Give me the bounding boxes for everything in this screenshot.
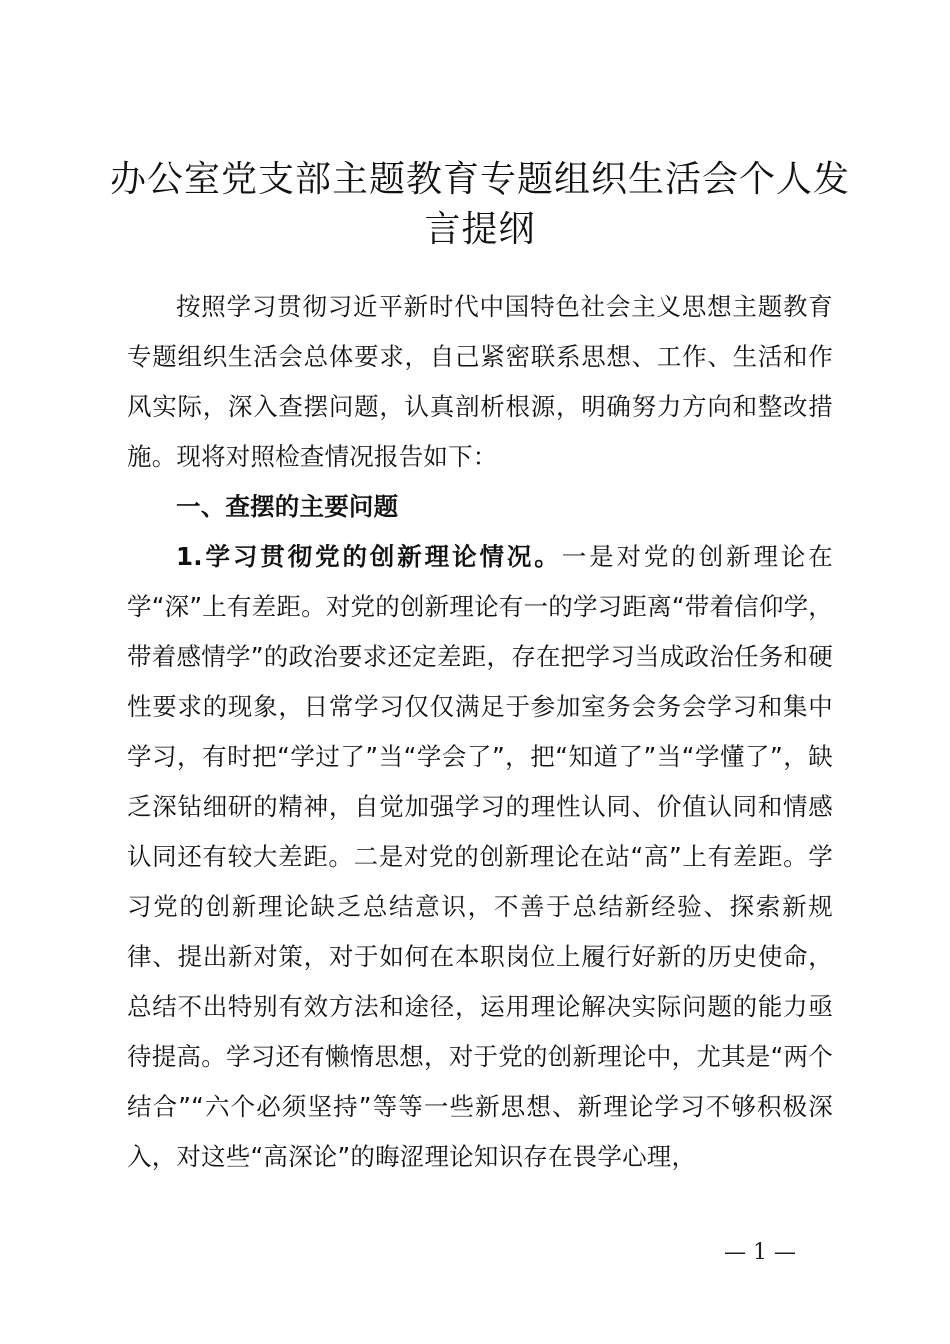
item-1-paragraph xyxy=(127,532,833,1182)
item-1-title: 1.学习贯彻党的创新理论情况。 xyxy=(176,542,562,571)
page-number: — 1 — xyxy=(724,1240,796,1265)
item-1-body: 一是对党的创新理论在学“深”上有差距。对党的创新理论有一的学习距离“带着信仰学，带着感情学”的政治要求还定差距，存在把学习当成政治任务和硬性要求的现象，日常学习仅仅满足于参加室务会务会学习和集中学习，有时把“学过了”当“学会了”，把“知道了”当“学懂了”，缺乏深钻细研的精神，自觉加强学习的理性认同、价值认同和情感认同还有较大差距。二是对党的创新理论在站“高”上有差距。学习党的创新理论缺乏总结意识，不善于总结新经验、探索新规律、提出新对策，对于如何在本职岗位上履行好新的历史使命，总结不出特别有效方法和途径，运用理论解决实际问题的能力亟待提高。学习还有懒惰思想，对于党的创新理论中，尤其是“两个结合”“六个必须坚持”等等一些新思想、新理论学习不够积极深入，对这些“高深论”的晦涩理论知识存在畏学心理， xyxy=(127,542,834,1171)
document-title: 办公室党支部主题教育专题组织生活会个人发言提纲 xyxy=(109,159,850,250)
intro-paragraph: 按照学习贯彻习近平新时代中国特色社会主义思想主题教育专题组织生活会总体要求，自己紧密联系思想、工作、生活和作风实际，深入查摆问题，认真剖析根源，明确努力方向和整改措施。现将对照检查情况报告如下： xyxy=(127,292,833,471)
document-body xyxy=(127,282,833,1182)
section-heading: 一、查摆的主要问题 xyxy=(176,492,399,521)
